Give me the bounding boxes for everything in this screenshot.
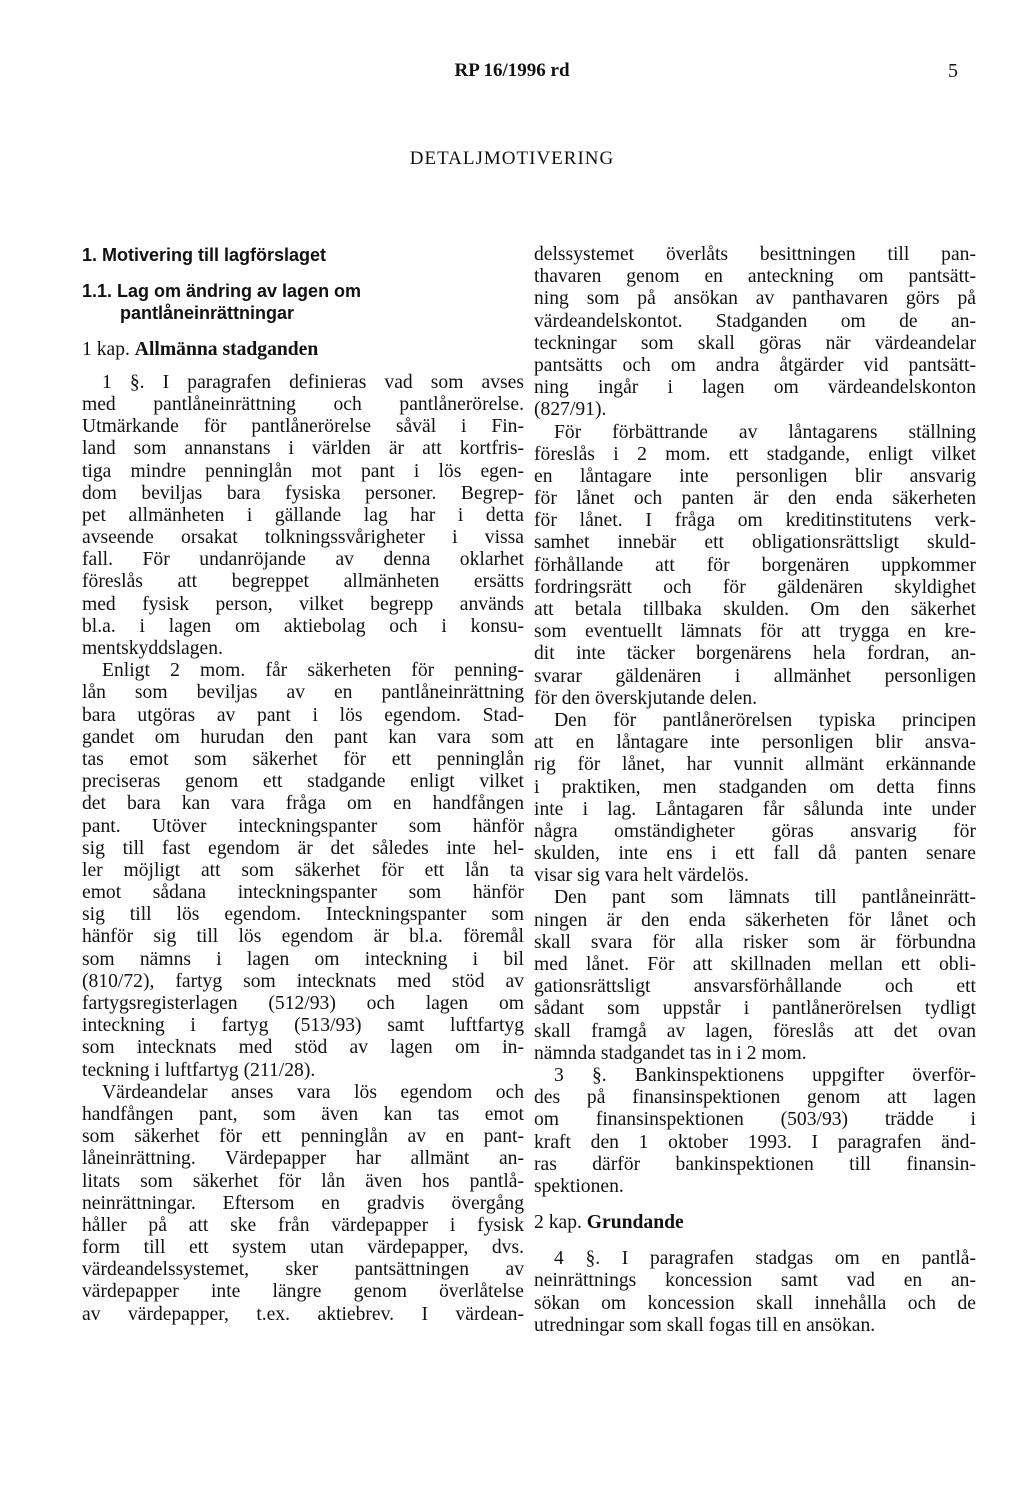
text-line: lån som beviljas av en pantlåneinrättning (82, 682, 524, 704)
chapter-title: Allmänna stadganden (134, 338, 319, 360)
chapter-prefix: 2 kap. (534, 1212, 587, 1234)
text-line: (810/72), fartyg som intecknats med stöd av (82, 970, 524, 992)
text-line: att betala tillbaka skulden. Om den säkerhet (534, 599, 976, 620)
text-line: som intecknats med stöd av lagen om in- (82, 1037, 524, 1059)
text-line: föreslås i 2 mom. ett stadgande, enligt vilket (534, 443, 976, 465)
text-line: neinrättnings koncession samt vad en an- (534, 1270, 976, 1292)
text-line: för den överskjutande delen. (534, 687, 758, 709)
text-line: litats som säkerhet för lån även hos pantlå- (82, 1170, 524, 1192)
text-line: samhet innebär ett obligationsrättsligt skuld- (534, 532, 976, 554)
text-line: fordringsrätt och för gäldenären skyldighet (534, 576, 976, 598)
text-line: med fysisk person, vilket begrepp används (82, 593, 524, 615)
text-line: tas emot som säkerhet för ett penninglån (82, 748, 524, 770)
text-line: som eventuellt lämnats för att trygga en kre- (534, 621, 976, 643)
text-line: i praktiken, men stadganden om detta finns (534, 776, 976, 798)
subsection-heading: 1.1. Lag om ändring av lagen om (82, 281, 362, 302)
text-line: föreslås att begreppet allmänheten ersätts (82, 571, 524, 593)
text-line: land som annanstans i världen är att kortfris- (82, 438, 524, 460)
text-line: mentskyddslagen. (82, 638, 223, 659)
text-line: bl.a. i lagen om aktiebolag och i konsu- (82, 615, 524, 637)
right-column (534, 244, 976, 1337)
text-line: ras därför bankinspektionen till finansin- (534, 1153, 976, 1175)
text-line: hänför sig till lös egendom är bl.a. föremål (82, 926, 524, 948)
text-line: pantsätts och om andra åtgärder vid pantsätt- (534, 354, 976, 376)
chapter-heading (82, 339, 524, 361)
text-line: Värdeandelar anses vara lös egendom och (102, 1081, 524, 1103)
text-line: några omständigheter göras ansvarig för (534, 820, 976, 842)
text-line: sådant som uppstår i pantlånerörelsen tydligt (534, 998, 976, 1020)
text-line: om finansinspektionen (503/93) trädde i (534, 1109, 976, 1131)
text-line: för lånet och panten är den enda säkerheten (534, 488, 976, 510)
text-line: 4 §. I paragrafen stadgas om en pantlå- (554, 1248, 976, 1270)
left-body-text (82, 372, 524, 1326)
text-line: sig till fast egendom är det således inte hel- (82, 837, 524, 859)
text-line: förhållande att för borgenären uppkommer (534, 554, 976, 576)
text-line: det bara kan vara fråga om en handfången (82, 793, 524, 815)
text-line: För förbättrande av låntagarens ställning (554, 421, 976, 443)
text-line: visar sig vara helt värdelös. (534, 865, 749, 887)
text-line: inteckning i fartyg (513/93) samt luftfartyg (82, 1015, 524, 1037)
text-line: skall svara för alla risker som är förbundna (534, 931, 976, 953)
right-body-text-2 (534, 1248, 976, 1337)
text-line: låneinrättning. Värdepapper har allmänt an- (82, 1148, 524, 1170)
text-line: sig till lös egendom. Inteckningspanter som (82, 904, 524, 926)
document-id: RP 16/1996 rd (454, 60, 570, 81)
text-line: inte i lag. Låntagaren får sålunda inte under (534, 798, 976, 820)
text-line: fartygsregisterlagen (512/93) och lagen om (82, 993, 524, 1014)
text-line: med lånet. För att skillnaden mellan ett obli- (534, 954, 976, 975)
text-line: svarar gäldenären i allmänhet personligen (534, 665, 976, 687)
text-line: pet allmänheten i gällande lag har i detta (82, 504, 524, 526)
text-line: ning ingår i lagen om värdeandelskonton (534, 377, 976, 399)
text-line: handfången pant, som även kan tas emot (82, 1103, 524, 1125)
text-line: nämnda stadgandet tas in i 2 mom. (534, 1042, 807, 1064)
chapter-heading (534, 1212, 976, 1234)
text-line: neinrättningar. Eftersom en gradvis övergång (82, 1192, 524, 1214)
chapter-title: Grundande (586, 1212, 684, 1234)
text-line: bara utgöras av pant i lös egendom. Stad- (82, 704, 524, 726)
text-line: ningen är den enda säkerheten för lånet och (534, 909, 976, 931)
text-line: som säkerhet för ett penninglån av en pant- (82, 1126, 524, 1148)
text-line: spektionen. (534, 1175, 624, 1197)
text-line: pant. Utöver inteckningspanter som hänför (82, 815, 524, 837)
text-line: Enligt 2 mom. får säkerheten för penning- (102, 660, 524, 682)
text-line: 1 §. I paragrafen definieras vad som avses (102, 371, 524, 393)
text-line: av värdepapper, t.ex. aktiebrev. I värdean- (82, 1303, 524, 1325)
text-line: gandet om hurudan den pant kan vara som (82, 726, 524, 748)
page-number: 5 (948, 60, 958, 82)
right-body-text (534, 244, 976, 1198)
text-line: rig för lånet, har vunnit allmänt erkännande (534, 754, 976, 776)
text-line: värdeandelssystemet, sker pantsättningen av (82, 1259, 524, 1281)
subsection-heading-cont: pantlåneinrättningar (120, 303, 295, 324)
text-line: som nämns i lagen om inteckning i bil (82, 948, 524, 970)
text-line: gationsrättsligt ansvarsförhållande och ett (534, 976, 976, 998)
text-line: Den pant som lämnats till pantlåneinrätt- (554, 887, 976, 909)
text-line: skall framgå av lagen, föreslås att det ovan (534, 1020, 976, 1042)
text-line: 3 §. Bankinspektionens uppgifter överför- (554, 1064, 976, 1086)
text-line: håller på att ske från värdepapper i fysisk (82, 1214, 524, 1236)
chapter-prefix: 1 kap. (82, 338, 135, 360)
text-line: teckningar som skall göras när värdeandelar (534, 332, 976, 354)
text-line: ning som på ansökan av panthavaren görs på (534, 288, 976, 310)
text-line: teckning i luftfartyg (211/28). (82, 1059, 316, 1081)
text-line: kraft den 1 oktober 1993. I paragrafen änd- (534, 1131, 976, 1153)
text-line: Den för pantlånerörelsen typiska principen (554, 709, 976, 731)
left-column (82, 244, 524, 1326)
text-line: fall. För undanröjande av denna oklarhet (82, 549, 524, 571)
text-line: dit inte täcker borgenärens hela fordran, an- (534, 643, 976, 665)
text-line: med pantlåneinrättning och pantlånerörelse. (82, 393, 524, 415)
section-heading: 1. Motivering till lagförslaget (82, 245, 327, 265)
page-title: DETALJMOTIVERING (409, 148, 615, 169)
text-line: thavaren genom en anteckning om pantsätt- (534, 266, 976, 288)
text-line: form till ett system utan värdepapper, dvs. (82, 1237, 524, 1259)
text-line: emot sådana inteckningspanter som hänför (82, 882, 524, 904)
text-line: (827/91). (534, 399, 607, 421)
text-line: delssystemet överlåts besittningen till pan- (534, 244, 976, 265)
text-line: dom beviljas bara fysiska personer. Begrep- (82, 482, 524, 504)
text-line: avseende orsakat tolkningssvårigheter i vissa (82, 527, 524, 549)
text-line: tiga mindre penninglån mot pant i lös egen- (82, 460, 524, 482)
page-header (0, 60, 1024, 88)
text-line: värdepapper inte längre genom överlåtelse (82, 1281, 524, 1303)
text-line: ler möjligt att som säkerhet för ett lån ta (82, 859, 524, 881)
text-line: för lånet. I fråga om kreditinstitutens verk- (534, 510, 976, 532)
text-line: des på finansinspektionen genom att lagen (534, 1087, 976, 1109)
text-line: skulden, inte ens i ett fall då panten senare (534, 843, 976, 865)
text-line: preciseras genom ett stadgande enligt vilket (82, 771, 524, 793)
text-line: att en låntagare inte personligen blir ansva- (534, 732, 976, 754)
text-line: utredningar som skall fogas till en ansökan. (534, 1314, 876, 1336)
text-line: en låntagare inte personligen blir ansvarig (534, 465, 976, 487)
text-line: sökan om koncession skall innehålla och de (534, 1292, 976, 1314)
text-line: värdeandelskontot. Stadganden om de an- (534, 310, 976, 332)
text-line: Utmärkande för pantlånerörelse såväl i Fin- (82, 416, 524, 438)
